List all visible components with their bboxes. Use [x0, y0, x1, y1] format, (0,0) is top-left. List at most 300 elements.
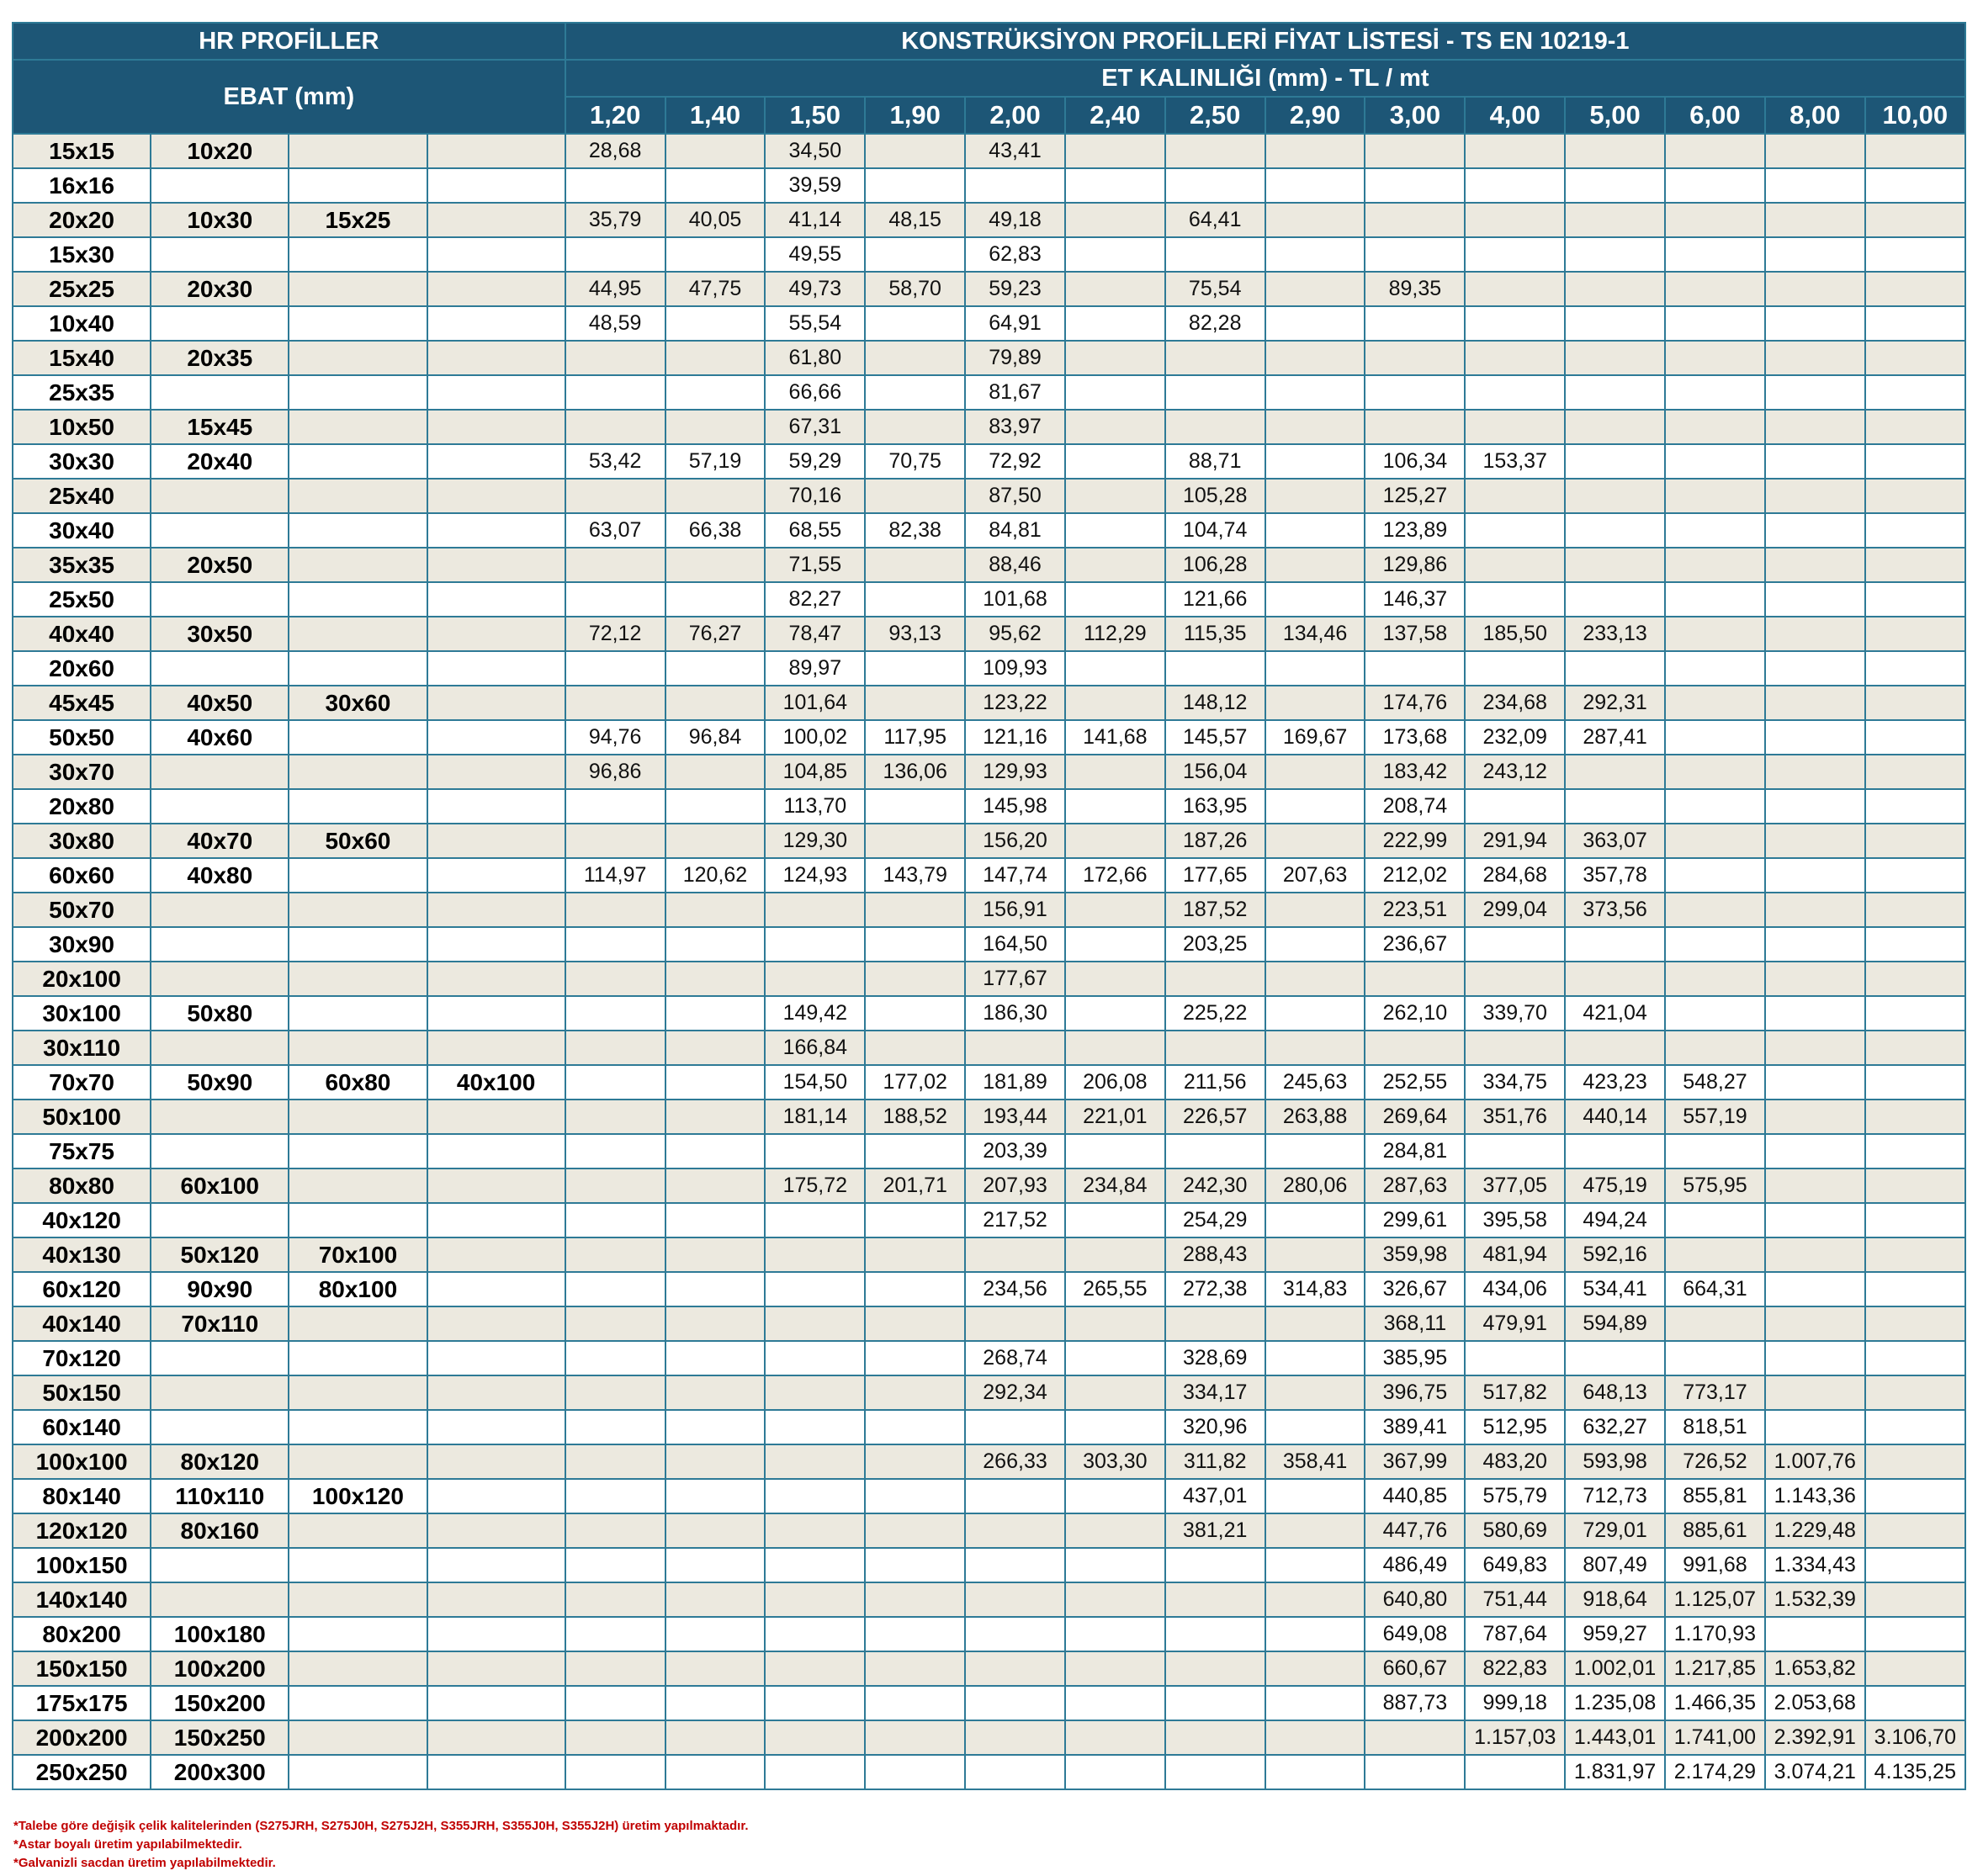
price-cell: 175,72	[765, 1169, 865, 1203]
size-cell	[151, 375, 289, 410]
table-row	[13, 789, 1965, 824]
price-cell	[965, 1686, 1065, 1720]
price-cell	[665, 1375, 766, 1410]
price-cell: 172,66	[1065, 858, 1165, 893]
price-cell: 479,91	[1465, 1306, 1565, 1341]
size-cell	[427, 962, 565, 996]
size-cell	[427, 1031, 565, 1065]
price-cell	[865, 1686, 965, 1720]
size-cell: 200x200	[13, 1720, 151, 1755]
price-cell: 96,84	[665, 720, 766, 755]
price-cell	[1365, 341, 1465, 375]
price-cell	[1165, 134, 1265, 168]
table-row	[13, 1203, 1965, 1237]
price-cell	[1265, 824, 1365, 858]
price-cell	[1665, 134, 1765, 168]
size-cell	[427, 789, 565, 824]
price-cell	[1265, 962, 1365, 996]
price-cell	[1065, 548, 1165, 582]
price-cell: 517,82	[1465, 1375, 1565, 1410]
size-cell	[289, 1341, 427, 1375]
price-cell	[1065, 1375, 1165, 1410]
size-cell: 15x15	[13, 134, 151, 168]
price-cell	[1765, 1169, 1865, 1203]
price-cell	[1065, 375, 1165, 410]
price-cell	[1865, 1479, 1965, 1513]
price-cell	[665, 306, 766, 341]
size-cell: 40x80	[151, 858, 289, 893]
size-cell: 80x140	[13, 1479, 151, 1513]
price-cell	[665, 651, 766, 686]
price-cell	[1465, 1755, 1565, 1789]
price-cell	[665, 1341, 766, 1375]
price-cell	[565, 1720, 665, 1755]
price-cell	[965, 1306, 1065, 1341]
note-galvanized: *Galvanizli sacdan üretim yapılabilmektedir.	[13, 1856, 276, 1870]
price-cell	[665, 755, 766, 789]
price-cell	[1665, 1341, 1765, 1375]
price-cell	[865, 996, 965, 1031]
price-cell	[1565, 203, 1665, 237]
price-cell	[665, 1686, 766, 1720]
size-cell	[427, 1479, 565, 1513]
price-cell	[1565, 1134, 1665, 1169]
price-list	[12, 22, 1966, 1790]
size-cell	[427, 1410, 565, 1444]
price-cell	[1265, 1237, 1365, 1272]
footnotes	[13, 1817, 749, 1873]
price-cell	[1065, 927, 1165, 962]
price-cell	[765, 1686, 865, 1720]
price-cell: 71,55	[765, 548, 865, 582]
price-cell: 818,51	[1665, 1410, 1765, 1444]
table-row	[13, 1686, 1965, 1720]
price-cell	[1065, 203, 1165, 237]
price-cell: 359,98	[1365, 1237, 1465, 1272]
price-cell	[765, 1134, 865, 1169]
price-cell	[1665, 1134, 1765, 1169]
price-cell	[865, 341, 965, 375]
price-cell: 177,65	[1165, 858, 1265, 893]
price-cell	[865, 1375, 965, 1410]
price-cell: 156,04	[1165, 755, 1265, 789]
size-cell: 50x80	[151, 996, 289, 1031]
price-cell	[1765, 134, 1865, 168]
table-row	[13, 479, 1965, 513]
price-cell	[1065, 1720, 1165, 1755]
price-cell	[1565, 306, 1665, 341]
size-cell	[151, 927, 289, 962]
price-cell: 34,50	[765, 134, 865, 168]
price-cell: 580,69	[1465, 1513, 1565, 1548]
price-cell	[1065, 1548, 1165, 1582]
price-cell	[665, 341, 766, 375]
price-cell: 203,25	[1165, 927, 1265, 962]
price-cell	[1065, 1031, 1165, 1065]
price-cell	[865, 1341, 965, 1375]
size-cell	[427, 755, 565, 789]
price-cell: 3.074,21	[1765, 1755, 1865, 1789]
price-cell	[665, 789, 766, 824]
price-cell	[665, 1479, 766, 1513]
price-cell	[1065, 1237, 1165, 1272]
price-cell	[1765, 548, 1865, 582]
price-cell	[1065, 1651, 1165, 1686]
price-cell	[1165, 1617, 1265, 1651]
price-cell	[1065, 410, 1165, 444]
size-cell: 40x40	[13, 617, 151, 651]
price-cell	[565, 893, 665, 927]
price-cell: 89,35	[1365, 272, 1465, 306]
price-cell	[1865, 168, 1965, 203]
price-cell	[565, 1272, 665, 1306]
price-cell	[965, 1548, 1065, 1582]
price-cell	[1565, 1031, 1665, 1065]
price-cell	[1765, 617, 1865, 651]
price-cell	[1565, 341, 1665, 375]
size-cell	[289, 962, 427, 996]
price-cell: 137,58	[1365, 617, 1465, 651]
price-cell	[1065, 1306, 1165, 1341]
table-row	[13, 1306, 1965, 1341]
size-cell: 175x175	[13, 1686, 151, 1720]
size-cell	[289, 1203, 427, 1237]
price-cell	[1765, 203, 1865, 237]
price-cell: 39,59	[765, 168, 865, 203]
price-cell	[1065, 1582, 1165, 1617]
price-cell	[1565, 444, 1665, 479]
price-cell: 101,68	[965, 582, 1065, 617]
price-cell	[665, 1237, 766, 1272]
price-cell: 53,42	[565, 444, 665, 479]
price-cell: 123,22	[965, 686, 1065, 720]
price-cell	[1465, 582, 1565, 617]
price-cell	[1265, 582, 1365, 617]
thickness-col-header: 8,00	[1765, 97, 1865, 134]
price-cell	[765, 1237, 865, 1272]
price-cell	[1565, 1341, 1665, 1375]
size-cell: 110x110	[151, 1479, 289, 1513]
size-cell	[427, 375, 565, 410]
price-cell: 660,67	[1365, 1651, 1465, 1686]
price-cell: 648,13	[1565, 1375, 1665, 1410]
size-cell	[427, 1513, 565, 1548]
price-cell	[1265, 996, 1365, 1031]
price-cell	[1065, 444, 1165, 479]
price-cell: 82,38	[865, 513, 965, 548]
price-cell	[1065, 1686, 1165, 1720]
size-cell	[427, 996, 565, 1031]
price-cell	[765, 1375, 865, 1410]
price-cell	[865, 893, 965, 927]
price-cell	[565, 1341, 665, 1375]
price-cell	[1265, 444, 1365, 479]
price-cell	[565, 1410, 665, 1444]
price-cell	[865, 927, 965, 962]
price-cell	[565, 651, 665, 686]
thickness-header: ET KALINLIĞI (mm) - TL / mt	[565, 60, 1965, 97]
price-cell	[1265, 479, 1365, 513]
price-cell: 125,27	[1365, 479, 1465, 513]
price-cell	[1665, 272, 1765, 306]
price-cell	[1165, 168, 1265, 203]
price-cell	[1665, 444, 1765, 479]
price-cell	[1265, 1031, 1365, 1065]
price-cell	[865, 479, 965, 513]
size-cell: 20x30	[151, 272, 289, 306]
size-cell: 10x40	[13, 306, 151, 341]
size-cell	[289, 1169, 427, 1203]
price-cell	[565, 582, 665, 617]
size-cell: 40x60	[151, 720, 289, 755]
price-cell	[1365, 306, 1465, 341]
price-cell: 373,56	[1565, 893, 1665, 927]
price-cell: 1.443,01	[1565, 1720, 1665, 1755]
table-row	[13, 1100, 1965, 1134]
size-cell	[427, 1686, 565, 1720]
price-cell	[665, 1306, 766, 1341]
price-cell	[765, 1341, 865, 1375]
price-cell	[1865, 1444, 1965, 1479]
price-cell: 112,29	[1065, 617, 1165, 651]
size-cell: 60x100	[151, 1169, 289, 1203]
price-cell	[1865, 962, 1965, 996]
price-cell	[865, 824, 965, 858]
price-cell	[765, 1272, 865, 1306]
price-cell: 43,41	[965, 134, 1065, 168]
price-cell: 101,64	[765, 686, 865, 720]
price-cell: 284,81	[1365, 1134, 1465, 1169]
price-cell	[1865, 1686, 1965, 1720]
price-cell	[1165, 1720, 1265, 1755]
price-cell: 82,28	[1165, 306, 1265, 341]
table-row	[13, 1479, 1965, 1513]
table-row	[13, 1444, 1965, 1479]
price-cell: 1.217,85	[1665, 1651, 1765, 1686]
price-cell	[565, 410, 665, 444]
price-cell	[1465, 1134, 1565, 1169]
price-cell	[1265, 755, 1365, 789]
price-cell	[1765, 341, 1865, 375]
price-cell	[1665, 1203, 1765, 1237]
price-cell	[565, 548, 665, 582]
size-cell: 20x20	[13, 203, 151, 237]
price-cell	[1265, 1686, 1365, 1720]
size-cell: 30x60	[289, 686, 427, 720]
size-cell: 30x90	[13, 927, 151, 962]
size-cell: 250x250	[13, 1755, 151, 1789]
size-cell: 40x120	[13, 1203, 151, 1237]
table-row	[13, 272, 1965, 306]
price-cell: 154,50	[765, 1065, 865, 1100]
price-cell: 887,73	[1365, 1686, 1465, 1720]
price-cell: 314,83	[1265, 1272, 1365, 1306]
price-cell	[1665, 858, 1765, 893]
price-cell	[1465, 203, 1565, 237]
size-cell	[289, 479, 427, 513]
price-cell: 1.653,82	[1765, 1651, 1865, 1686]
price-cell: 712,73	[1565, 1479, 1665, 1513]
price-cell: 143,79	[865, 858, 965, 893]
price-cell	[765, 1582, 865, 1617]
price-cell: 548,27	[1665, 1065, 1765, 1100]
price-cell: 729,01	[1565, 1513, 1665, 1548]
size-cell	[427, 720, 565, 755]
price-cell	[1865, 927, 1965, 962]
price-cell	[1865, 789, 1965, 824]
price-cell	[565, 1169, 665, 1203]
size-cell	[151, 1375, 289, 1410]
size-cell	[151, 1410, 289, 1444]
size-cell: 40x70	[151, 824, 289, 858]
price-cell: 44,95	[565, 272, 665, 306]
price-cell: 303,30	[1065, 1444, 1165, 1479]
price-cell	[665, 1065, 766, 1100]
size-cell	[427, 1306, 565, 1341]
table-row	[13, 1720, 1965, 1755]
size-cell	[289, 1582, 427, 1617]
size-cell: 70x70	[13, 1065, 151, 1100]
price-cell	[1765, 479, 1865, 513]
size-cell: 15x30	[13, 237, 151, 272]
price-cell	[1465, 1341, 1565, 1375]
price-cell	[865, 651, 965, 686]
price-cell: 96,86	[565, 755, 665, 789]
price-cell	[565, 1306, 665, 1341]
price-cell: 1.007,76	[1765, 1444, 1865, 1479]
size-cell: 100x180	[151, 1617, 289, 1651]
price-cell	[1365, 962, 1465, 996]
price-cell	[1065, 168, 1165, 203]
price-cell	[565, 686, 665, 720]
price-cell	[665, 1651, 766, 1686]
size-cell: 90x90	[151, 1272, 289, 1306]
price-cell	[1065, 686, 1165, 720]
price-table	[12, 22, 1966, 1790]
price-cell: 62,83	[965, 237, 1065, 272]
price-cell	[765, 1548, 865, 1582]
price-cell: 226,57	[1165, 1100, 1265, 1134]
price-cell	[1865, 272, 1965, 306]
price-cell: 95,62	[965, 617, 1065, 651]
price-cell: 49,73	[765, 272, 865, 306]
price-cell: 105,28	[1165, 479, 1265, 513]
price-cell	[1865, 203, 1965, 237]
price-cell	[765, 1755, 865, 1789]
price-cell	[1065, 1513, 1165, 1548]
price-cell	[565, 1134, 665, 1169]
table-row	[13, 444, 1965, 479]
price-cell	[1065, 513, 1165, 548]
price-cell: 4.135,25	[1865, 1755, 1965, 1789]
size-cell	[289, 651, 427, 686]
price-cell	[1265, 1548, 1365, 1582]
price-cell: 94,76	[565, 720, 665, 755]
price-cell	[1465, 341, 1565, 375]
price-cell	[565, 1065, 665, 1100]
price-cell	[1265, 513, 1365, 548]
thickness-col-header: 1,50	[765, 97, 865, 134]
price-cell: 320,96	[1165, 1410, 1265, 1444]
price-cell	[1665, 1237, 1765, 1272]
price-cell: 1.831,97	[1565, 1755, 1665, 1789]
price-cell	[1765, 1272, 1865, 1306]
price-cell	[565, 1444, 665, 1479]
price-cell: 918,64	[1565, 1582, 1665, 1617]
price-cell	[1765, 1410, 1865, 1444]
price-cell	[1765, 858, 1865, 893]
price-cell	[1065, 1617, 1165, 1651]
price-cell	[665, 893, 766, 927]
price-cell: 104,85	[765, 755, 865, 789]
price-cell	[1265, 375, 1365, 410]
price-cell	[765, 1513, 865, 1548]
price-cell: 129,30	[765, 824, 865, 858]
size-cell: 50x100	[13, 1100, 151, 1134]
table-row	[13, 1513, 1965, 1548]
price-cell	[965, 1651, 1065, 1686]
price-cell: 1.170,93	[1665, 1617, 1765, 1651]
price-cell	[1365, 1755, 1465, 1789]
size-cell	[427, 1169, 565, 1203]
price-cell	[1065, 1203, 1165, 1237]
size-cell: 30x100	[13, 996, 151, 1031]
size-cell	[289, 410, 427, 444]
price-cell	[665, 479, 766, 513]
size-cell: 20x50	[151, 548, 289, 582]
price-cell	[1565, 134, 1665, 168]
size-cell	[151, 1031, 289, 1065]
size-cell	[289, 789, 427, 824]
price-cell	[565, 962, 665, 996]
price-cell	[1165, 237, 1265, 272]
table-row	[13, 1134, 1965, 1169]
size-cell	[289, 1513, 427, 1548]
size-cell	[289, 168, 427, 203]
price-cell	[1065, 237, 1165, 272]
price-cell	[1765, 1100, 1865, 1134]
price-cell: 121,66	[1165, 582, 1265, 617]
size-cell	[289, 927, 427, 962]
price-cell: 63,07	[565, 513, 665, 548]
price-cell	[1065, 1410, 1165, 1444]
table-row	[13, 1375, 1965, 1410]
price-cell	[1365, 410, 1465, 444]
price-cell	[1265, 272, 1365, 306]
price-cell	[865, 1410, 965, 1444]
price-cell	[1265, 1755, 1365, 1789]
size-cell	[151, 1582, 289, 1617]
price-cell: 81,67	[965, 375, 1065, 410]
price-cell: 173,68	[1365, 720, 1465, 755]
price-cell	[565, 1203, 665, 1237]
price-cell: 115,35	[1165, 617, 1265, 651]
price-cell: 234,68	[1465, 686, 1565, 720]
price-cell: 396,75	[1365, 1375, 1465, 1410]
price-cell	[865, 962, 965, 996]
price-cell: 83,97	[965, 410, 1065, 444]
price-cell	[1865, 1100, 1965, 1134]
price-cell: 1.143,36	[1765, 1479, 1865, 1513]
price-cell	[1265, 1479, 1365, 1513]
size-cell: 70x110	[151, 1306, 289, 1341]
price-cell	[1065, 1755, 1165, 1789]
size-cell	[289, 1617, 427, 1651]
size-cell	[289, 617, 427, 651]
price-cell	[865, 1548, 965, 1582]
price-cell: 49,55	[765, 237, 865, 272]
price-cell	[865, 1720, 965, 1755]
